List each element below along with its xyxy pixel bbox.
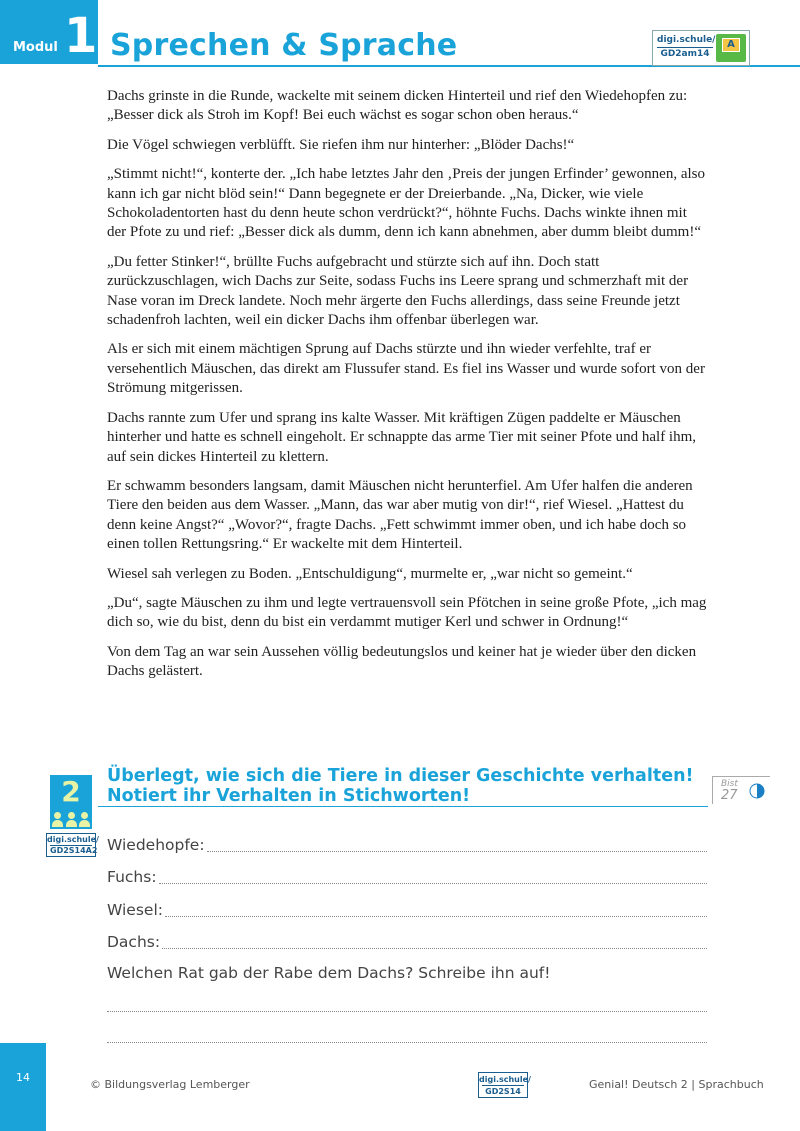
person-icon [66, 812, 77, 827]
task-question: Welchen Rat gab der Rabe dem Dachs? Schreibe ihn auf! [107, 964, 551, 982]
logo-book-icon: A [722, 38, 740, 52]
bist-label: Bist [721, 779, 738, 789]
person-icon [52, 812, 63, 827]
bist-number: 27 [721, 788, 738, 803]
story-paragraph: Die Vögel schwiegen verblüfft. Sie riefen ihm nur hinterher: „Blöder Dachs!“ [107, 136, 575, 153]
field-label: Wiesel: [107, 901, 163, 919]
field-label: Wiedehopfe: [107, 836, 205, 854]
digi-code-line1: digi.schule/ [479, 1075, 531, 1084]
dotted-answer-line[interactable] [159, 883, 707, 884]
page-number: 14 [16, 1071, 30, 1084]
dotted-answer-line[interactable] [107, 1042, 707, 1043]
task-instruction-line1: Überlegt, wie sich die Tiere in dieser Geschichte verhalten! [107, 766, 694, 786]
answer-row-dachs[interactable] [107, 930, 707, 952]
digi-code-text [657, 34, 716, 61]
answer-row-wiedehopfe[interactable] [107, 833, 707, 855]
task-marker [46, 775, 99, 857]
task-number: 2 [61, 775, 81, 808]
task-divider [98, 806, 708, 807]
person-icon [79, 812, 90, 827]
field-label: Dachs: [107, 933, 161, 951]
story-paragraph: „Du“, sagte Mäuschen zu ihm und legte vertrauensvoll sein Pfötchen in seine große Pfote, „ich mag dich so, wie du bist, denn du bist ein verdammt mutiger Kerl und schwer in Ordnung!“ [107, 594, 707, 631]
bist-reference [712, 776, 770, 804]
digi-code-line2: GD2S14 [482, 1085, 524, 1097]
page-title: Sprechen & Sprache [110, 28, 458, 63]
story-paragraph: „Stimmt nicht!“, konterte der. „Ich habe letztes Jahr den ‚Preis der jungen Erfinder’ gewonnen, also kann ich gar nicht blöd sein!“ Dann begegnete er der Dreierbande. „Na, Dicker, wie viele Schokoladentorten hast du denn heute schon verdrückt?“, höhnte Fuchs. Dachs winkte ihnen mit der Pfote zu und rief: „Besser dick als dumm, denn ich kann abnehmen, aber dumm bleibt dumm!“ [107, 166, 705, 241]
task-instruction-line2: Notiert ihr Verhalten in Stichworten! [107, 786, 471, 806]
answer-row-wiesel[interactable] [107, 898, 707, 920]
task-number-box [50, 775, 92, 809]
story-paragraph: Von dem Tag an war sein Aussehen völlig bedeutungslos und keiner hat je wieder über den dicken Dachs gelästert. [107, 643, 697, 680]
dotted-answer-line[interactable] [107, 1011, 707, 1012]
task-instruction [107, 766, 707, 806]
field-label: Fuchs: [107, 868, 157, 886]
story-paragraph: Als er sich mit einem mächtigen Sprung auf Dachs stürzte und ihn wieder verfehlte, traf er versehentlich Mäuschen, das direkt am Flussufer stand. Es fiel ins Wasser und wurde sofort von der Strömung mitgerissen. [107, 341, 705, 397]
digi-code-line1: digi.schule/ [47, 835, 99, 844]
footer-tab [0, 1043, 46, 1131]
answer-row-fuchs[interactable] [107, 865, 707, 887]
story-paragraph: „Du fetter Stinker!“, brüllte Fuchs aufgebracht und stürzte sich auf ihn. Doch statt zurückzuschlagen, wich Dachs zur Seite, sodass Fuchs ins Leere sprang und schmerzhaft mit der Nase voran im Dreck landete. Noch mehr ärgerte den Fuchs allerdings, dass seine Freunde jetzt schadenfroh lachten, weil ein dicker Dachs ihm offenbar überlegen war. [107, 253, 689, 329]
pie-indicator-icon [749, 783, 765, 799]
story-text [107, 87, 707, 692]
digi-code-line2: GD2S14A2 [50, 846, 98, 855]
dotted-answer-line[interactable] [165, 916, 707, 917]
modul-number: 1 [64, 8, 98, 64]
digi-schule-link-task[interactable] [46, 833, 99, 857]
story-paragraph: Er schwamm besonders langsam, damit Mäuschen nicht herunterfiel. Am Ufer halfen die anderen Tiere den beiden aus dem Wasser. „Mann, das war aber mutig von dir!“, rief Wiesel. „Hattest du denn keine Angst?“ „Wovor?“, fragte Dachs. „Fett schwimmt immer oben, und ich habe doch so einen tollen Rettungsring.“ Er wackelte mit dem Hinterteil. [107, 477, 693, 553]
book-title: Genial! Deutsch 2 | Sprachbuch [589, 1078, 764, 1091]
modul-tab [0, 0, 98, 64]
publisher-credit: © Bildungsverlag Lemberger [90, 1078, 250, 1091]
modul-label: Modul [13, 40, 58, 55]
digi-schule-link-header[interactable] [652, 30, 750, 66]
digi-code-line2: GD2am14 [657, 47, 713, 61]
digi-schule-link-footer[interactable] [478, 1072, 531, 1098]
story-paragraph: Wiesel sah verlegen zu Boden. „Entschuldigung“, murmelte er, „war nicht so gemeint.“ [107, 565, 633, 582]
group-work-icon [50, 809, 92, 829]
dotted-answer-line[interactable] [207, 851, 707, 852]
story-paragraph: Dachs grinste in die Runde, wackelte mit seinem dicken Hinterteil und rief den Wiedehopfen zu: „Besser dick als Stroh im Kopf! Bei euch wächst es sogar schon oben heraus.“ [107, 88, 688, 124]
digi-code-line1: digi.schule/ [657, 35, 716, 45]
story-paragraph: Dachs rannte zum Ufer und sprang ins kalte Wasser. Mit kräftigen Zügen paddelte er Mäuschen hinterher und hatte es schnell eingeholt. Er schnappte das arme Tier mit seiner Pfote und half ihm, auf sein dickes Hinterteil zu klettern. [107, 409, 697, 465]
dotted-answer-line[interactable] [162, 948, 707, 949]
app-logo-icon [716, 34, 746, 62]
